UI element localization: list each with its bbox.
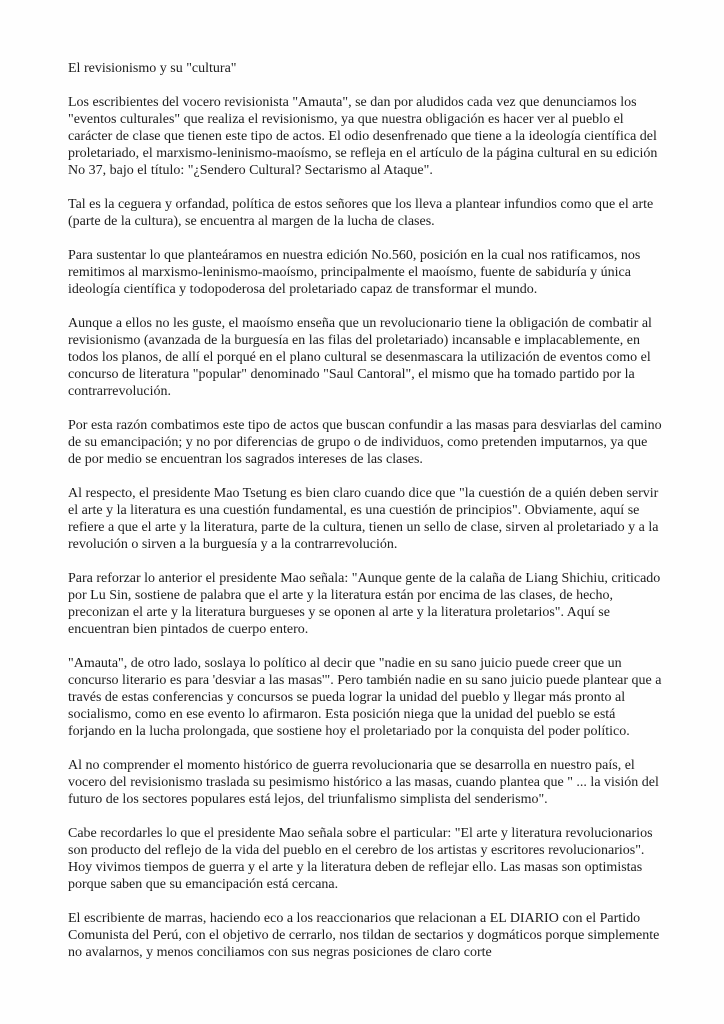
paragraph-1: Los escribientes del vocero revisionista "Amauta", se dan por aludidos cada vez que denunciamos los "eventos culturales" que realiza el revisionismo, ya que nuestra obligación es hacer ver al pueblo el carácter de clase que tienen este tipo de actos. El odio desenfrenado que tiene a la ideología científica del proletariado, el marxismo-leninismo-maoísmo, se refleja en el artículo de la página cultural en su edición No 37, bajo el título: "¿Sendero Cultural? Sectarismo al Ataque". [68,95,658,178]
paragraph-7: Para reforzar lo anterior el presidente Mao señala: "Aunque gente de la calaña de Liang Shichiu, criticado por Lu Sin, sostiene de palabra que el arte y la literatura están por encima de las clases, de hecho, preconizan el arte y la literatura burgueses y se oponen al arte y la literatura proletarios". Aquí se encuentran bien pintados de cuerpo entero. [68,571,661,637]
paragraph-8: "Amauta", de otro lado, soslaya lo político al decir que "nadie en su sano juicio puede creer que un concurso literario es para 'desviar a las masas'". Pero también nadie en su sano juicio puede plantear que a través de estas conferencias y concursos se pueda lograr la unidad del pueblo y llegar más pronto al socialismo, como en ese evento lo afirmaron. Esta posición niega que la unidad del pueblo se está forjando en la lucha prolongada, que sostiene hoy el proletariado por la conquista del poder político. [68,656,662,739]
paragraph-5: Por esta razón combatimos este tipo de actos que buscan confundir a las masas para desviarlas del camino de su emancipación; y no por diferencias de grupo o de individuos, como pretenden imputarnos, ya que de por medio se encuentran los sagrados intereses de las clases. [68,418,662,467]
paragraph-11: El escribiente de marras, haciendo eco a los reaccionarios que relacionan a EL DIARIO con el Partido Comunista del Perú, con el objetivo de cerrarlo, nos tildan de sectarios y dogmáticos porque simplemente no avalarnos, y menos conciliamos con sus negras posiciones de claro corte [68,911,660,960]
paragraph-9: Al no comprender el momento histórico de guerra revolucionaria que se desarrolla en nuestro país, el vocero del revisionismo traslada su pesimismo histórico a las masas, cuando plantea que " ... la visión del futuro de los sectores populares está lejos, del triunfalismo simplista del senderismo". [68,758,659,807]
document-title: El revisionismo y su "cultura" [68,61,237,76]
paragraph-3: Para sustentar lo que planteáramos en nuestra edición No.560, posición en la cual nos ratificamos, nos remitimos al marxismo-leninismo-maoísmo, principalmente el maoísmo, fuente de sabiduría y única ideología científica y todopoderosa del proletariado capaz de transformar el mundo. [68,248,641,297]
paragraph-2: Tal es la ceguera y orfandad, política de estos señores que los lleva a plantear infundios como que el arte (parte de la cultura), se encuentra al margen de la lucha de clases. [68,197,654,229]
paragraph-6: Al respecto, el presidente Mao Tsetung es bien claro cuando dice que "la cuestión de a quién deben servir el arte y la literatura es una cuestión fundamental, es una cuestión de principios". Obviamente, aquí se refiere a que el arte y la literatura, parte de la cultura, tienen un sello de clase, sirven al proletariado y a la revolución o sirven a la burguesía y a la contrarrevolución. [68,486,659,552]
paragraph-10: Cabe recordarles lo que el presidente Mao señala sobre el particular: "El arte y literatura revolucionarios son producto del reflejo de la vida del pueblo en el cerebro de los artistas y escritores revolucionarios". Hoy vivimos tiempos de guerra y el arte y la literatura deben de reflejar ello. Las masas son optimistas porque saben que su emancipación está cercana. [68,826,653,892]
paragraph-4: Aunque a ellos no les guste, el maoísmo enseña que un revolucionario tiene la obligación de combatir al revisionismo (avanzada de la burguesía en las filas del proletariado) incansable e implacablemente, en todos los planos, de allí el porqué en el plano cultural se desenmascara la utilización de eventos como el concurso de literatura "popular" denominado "Saul Cantoral", el mismo que ha tomado partido por la contrarrevolución. [68,316,652,399]
